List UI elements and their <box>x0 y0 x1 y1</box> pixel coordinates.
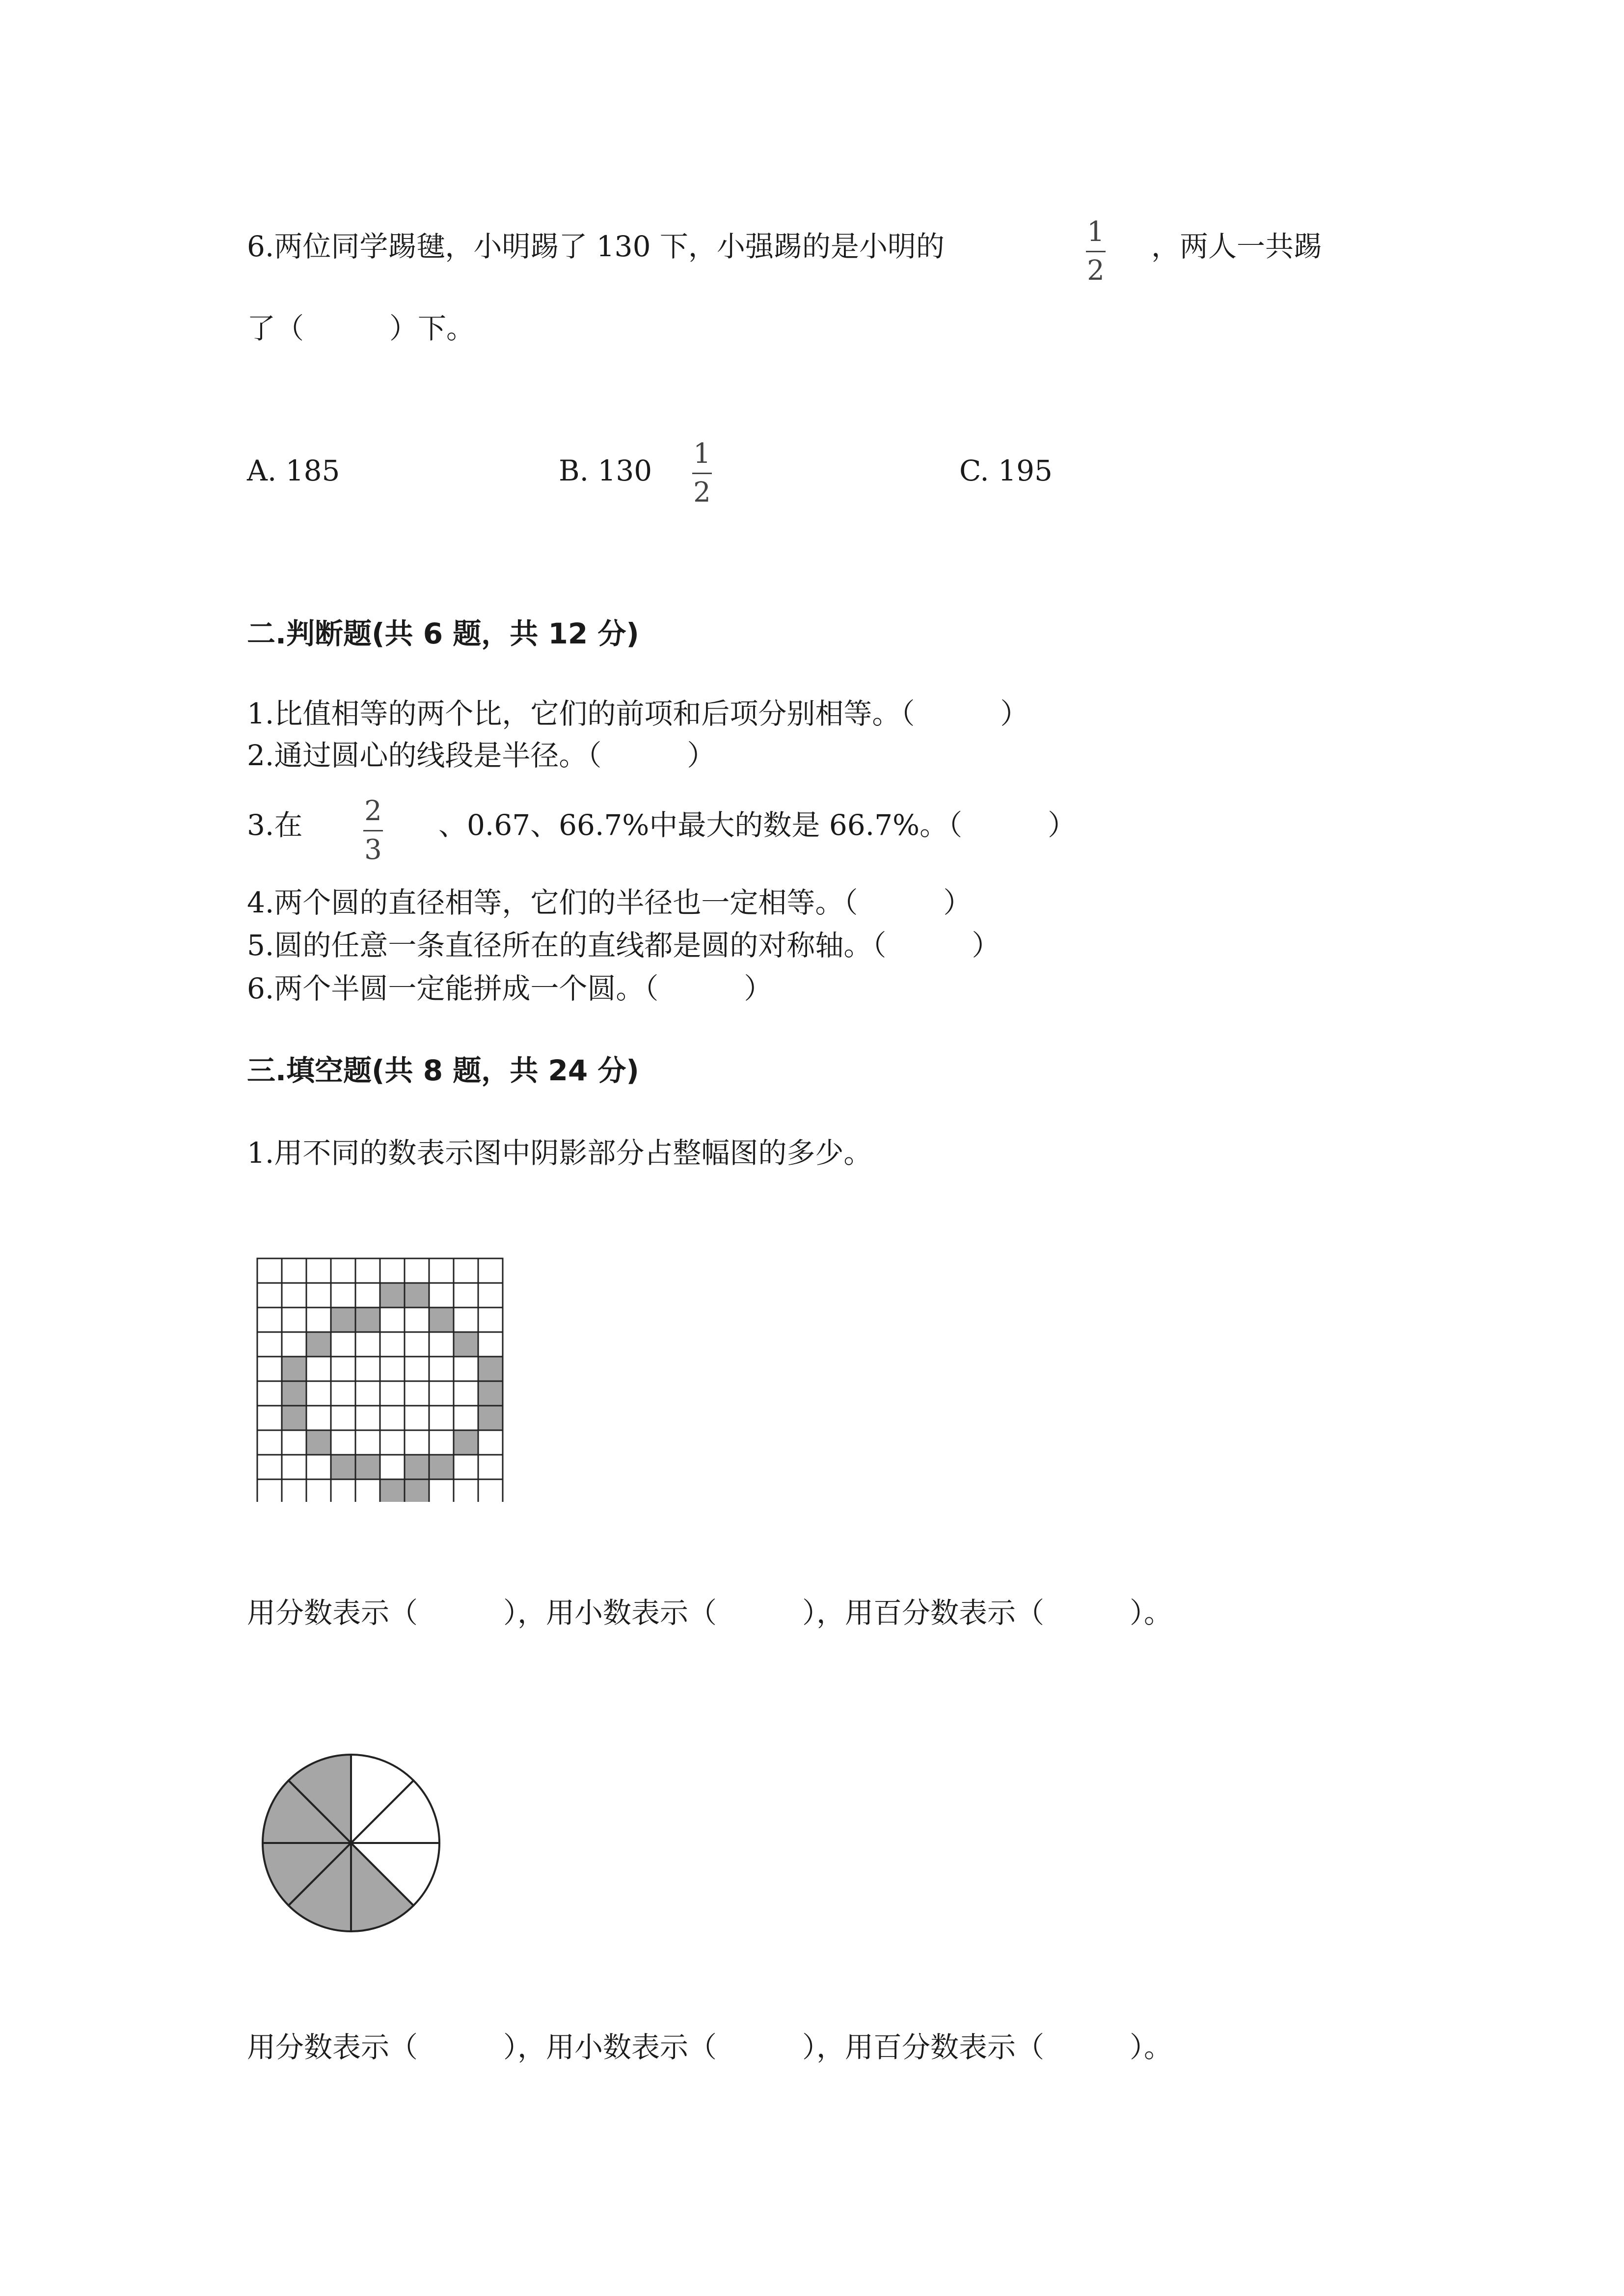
grid-cell <box>331 1258 355 1283</box>
grid-cell <box>429 1406 454 1430</box>
grid-cell-shaded <box>454 1430 478 1455</box>
grid-cell <box>380 1430 405 1455</box>
grid-cell-shaded <box>405 1479 429 1502</box>
grid-cell-shaded <box>331 1308 355 1332</box>
question-6-text-end: ，两人一共踢 <box>1151 230 1323 263</box>
fraction-bar <box>1086 251 1106 252</box>
grid-cell-shaded <box>380 1479 405 1502</box>
grid-cell <box>380 1357 405 1381</box>
grid-cell <box>355 1406 380 1430</box>
grid-cell-shaded <box>306 1332 331 1357</box>
grid-cell <box>380 1258 405 1283</box>
fraction-numerator: 1 <box>1087 216 1105 248</box>
grid-cell <box>355 1357 380 1381</box>
grid-cell-shaded <box>331 1455 355 1479</box>
grid-cell <box>282 1332 306 1357</box>
judge-item-6: 6.两个半圆一定能拼成一个圆。（ ） <box>247 972 773 1005</box>
grid-cell <box>478 1283 503 1308</box>
grid-cell <box>257 1430 282 1455</box>
grid-cell <box>355 1332 380 1357</box>
judge-item-2: 2.通过圆心的线段是半径。（ ） <box>247 739 716 772</box>
grid-cell <box>429 1283 454 1308</box>
grid-cell <box>282 1430 306 1455</box>
grid-cell-shaded <box>282 1381 306 1406</box>
grid-cell <box>380 1308 405 1332</box>
judge-item-1: 1.比值相等的两个比，它们的前项和后项分别相等。（ ） <box>247 697 1029 730</box>
grid-cell <box>331 1357 355 1381</box>
grid-cell-shaded <box>478 1406 503 1430</box>
grid-cell-shaded <box>429 1308 454 1332</box>
grid-cell <box>454 1455 478 1479</box>
grid-cell <box>257 1258 282 1283</box>
grid-cell <box>478 1308 503 1332</box>
grid-cell <box>257 1479 282 1502</box>
grid-cell <box>380 1406 405 1430</box>
grid-cell <box>355 1479 380 1502</box>
grid-cell <box>454 1381 478 1406</box>
judge-item-3-prefix: 3.在 <box>247 808 303 842</box>
fraction-bar <box>363 830 383 831</box>
grid-cell <box>331 1283 355 1308</box>
grid-cell <box>405 1357 429 1381</box>
grid-cell <box>405 1381 429 1406</box>
fraction-bar <box>692 473 712 474</box>
option-b-fraction <box>692 440 712 507</box>
grid-cell <box>429 1357 454 1381</box>
fraction-denominator: 3 <box>364 834 382 866</box>
option-a: A. 185 <box>247 454 340 487</box>
grid-cell <box>355 1258 380 1283</box>
grid-cell-shaded <box>355 1455 380 1479</box>
grid-cell <box>405 1308 429 1332</box>
grid-cell-shaded <box>282 1406 306 1430</box>
question-6-text-line2: 了（ ）下。 <box>247 312 475 345</box>
grid-cell <box>355 1381 380 1406</box>
grid-cell <box>257 1283 282 1308</box>
grid-cell <box>478 1430 503 1455</box>
grid-cell <box>478 1479 503 1502</box>
grid-cell <box>306 1455 331 1479</box>
grid-cell <box>429 1258 454 1283</box>
option-b: B. 130 <box>559 454 652 487</box>
grid-cell-shaded <box>380 1283 405 1308</box>
grid-cell <box>282 1308 306 1332</box>
grid-cell <box>257 1381 282 1406</box>
answer-line-2: 用分数表示（ ），用小数表示（ ），用百分数表示（ ）。 <box>247 2030 1173 2064</box>
grid-cell <box>331 1430 355 1455</box>
grid-cell <box>454 1357 478 1381</box>
grid-cell-shaded <box>355 1308 380 1332</box>
section-3-heading: 三.填空题(共 8 题，共 24 分) <box>247 1054 639 1087</box>
grid-cell <box>257 1357 282 1381</box>
option-c: C. 195 <box>959 454 1053 487</box>
grid-cell <box>282 1258 306 1283</box>
fraction-numerator: 1 <box>693 438 711 470</box>
grid-cell <box>257 1455 282 1479</box>
grid-cell <box>454 1258 478 1283</box>
grid-cell <box>257 1332 282 1357</box>
grid-cell-shaded <box>306 1430 331 1455</box>
grid-cell <box>306 1406 331 1430</box>
judge-item-5: 5.圆的任意一条直径所在的直线都是圆的对称轴。（ ） <box>247 929 1001 962</box>
shaded-grid-figure <box>255 1256 511 1502</box>
grid-cell-shaded <box>282 1357 306 1381</box>
grid-cell <box>478 1258 503 1283</box>
grid-cell <box>454 1308 478 1332</box>
fraction-denominator: 2 <box>693 477 711 508</box>
grid-cell-shaded <box>405 1455 429 1479</box>
grid-cell <box>405 1406 429 1430</box>
grid-cell-shaded <box>478 1357 503 1381</box>
grid-cell <box>405 1332 429 1357</box>
section-2-heading: 二.判断题(共 6 题，共 12 分) <box>247 617 639 650</box>
grid-cell <box>306 1479 331 1502</box>
grid-cell <box>306 1381 331 1406</box>
grid-cell <box>331 1332 355 1357</box>
grid-cell <box>429 1381 454 1406</box>
grid-cell <box>306 1308 331 1332</box>
grid-cell <box>257 1308 282 1332</box>
grid-cell-shaded <box>478 1381 503 1406</box>
question-6-text-start: 6.两位同学踢毽，小明踢了 130 下，小强踢的是小明的 <box>247 230 945 263</box>
grid-cell <box>454 1406 478 1430</box>
grid-cell <box>282 1479 306 1502</box>
grid-cell-shaded <box>429 1455 454 1479</box>
grid-cell <box>282 1283 306 1308</box>
answer-line-1: 用分数表示（ ），用小数表示（ ），用百分数表示（ ）。 <box>247 1596 1173 1629</box>
question-6-fraction <box>1086 218 1106 285</box>
shaded-circle-figure <box>258 1750 444 1936</box>
grid-cell <box>478 1455 503 1479</box>
judge-item-4: 4.两个圆的直径相等，它们的半径也一定相等。（ ） <box>247 886 972 919</box>
grid-cell <box>405 1258 429 1283</box>
grid-cell <box>380 1455 405 1479</box>
grid-cell <box>306 1357 331 1381</box>
grid-cell <box>331 1479 355 1502</box>
grid-cell <box>454 1479 478 1502</box>
grid-cell <box>331 1381 355 1406</box>
grid-cell <box>257 1406 282 1430</box>
grid-cell <box>478 1332 503 1357</box>
grid-cell-shaded <box>405 1283 429 1308</box>
grid-cell <box>355 1430 380 1455</box>
grid-cell <box>429 1332 454 1357</box>
grid-cell <box>429 1479 454 1502</box>
grid-cell <box>429 1430 454 1455</box>
judge-item-3-fraction <box>363 795 383 866</box>
grid-cell <box>282 1455 306 1479</box>
grid-cell-shaded <box>454 1332 478 1357</box>
fraction-numerator: 2 <box>364 795 382 827</box>
grid-cell <box>380 1332 405 1357</box>
grid-cell <box>454 1283 478 1308</box>
judge-item-3-suffix: 、0.67、66.7%中最大的数是 66.7%。（ ） <box>438 808 1077 842</box>
grid-cell <box>306 1258 331 1283</box>
grid-cell <box>405 1430 429 1455</box>
grid-cell <box>306 1283 331 1308</box>
grid-cell <box>331 1406 355 1430</box>
grid-cell <box>355 1283 380 1308</box>
grid-cell <box>380 1381 405 1406</box>
fraction-denominator: 2 <box>1087 255 1105 287</box>
fill-question-1: 1.用不同的数表示图中阴影部分占整幅图的多少。 <box>247 1136 872 1170</box>
